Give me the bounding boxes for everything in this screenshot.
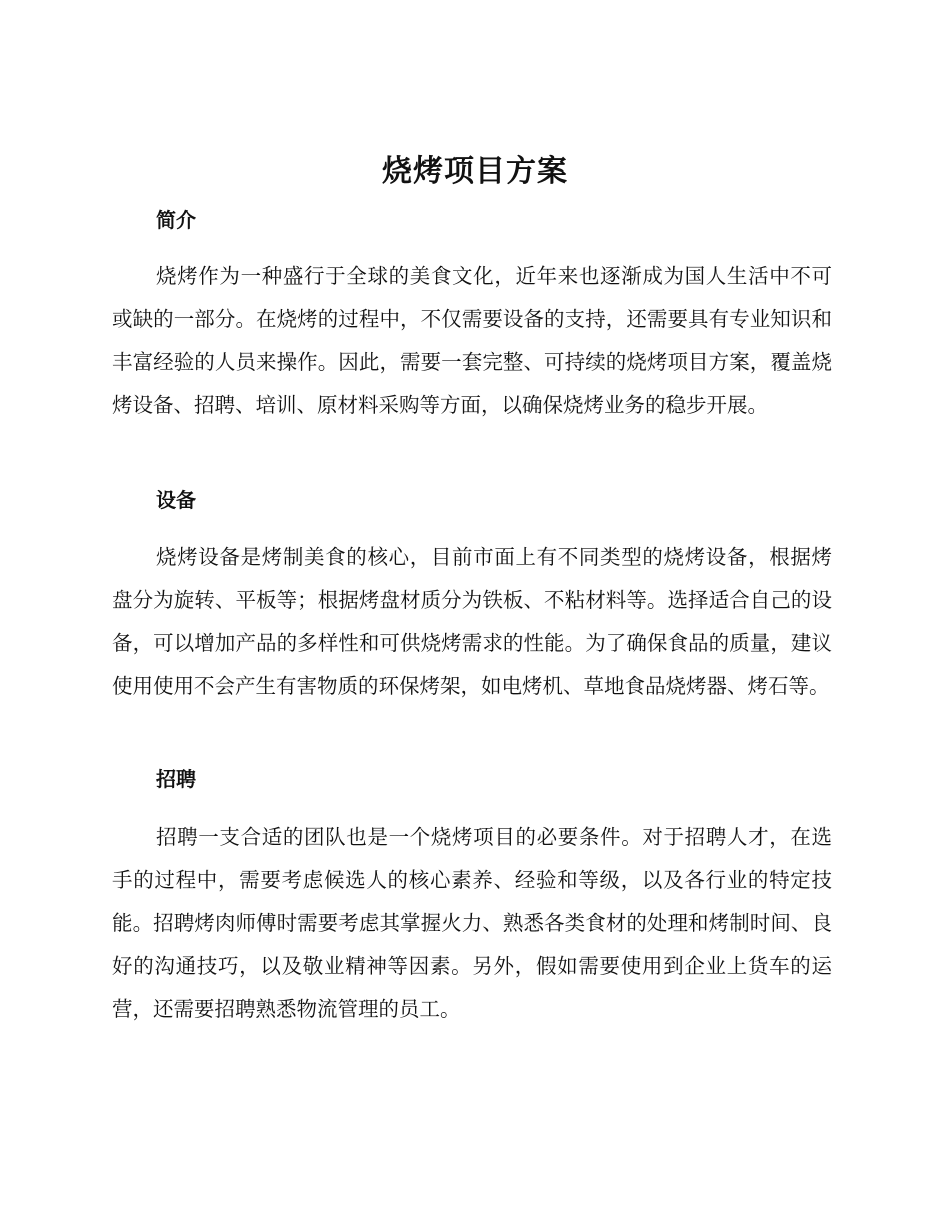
section-body-hiring: 招聘一支合适的团队也是一个烧烤项目的必要条件。对于招聘人才，在选手的过程中，需要考虑候选人的核心素养、经验和等级，以及各行业的特定技能。招聘烤肉师傅时需要考虑其掌握火力、熟悉各类食材的处理和烤制时间、良好的沟通技巧，以及敬业精神等因素。另外，假如需要使用到企业上货车的运营，还需要招聘熟悉物流管理的员工。 (112, 825, 832, 1021)
section-hiring (112, 764, 832, 1031)
section-body-intro: 烧烤作为一种盛行于全球的美食文化，近年来也逐渐成为国人生活中不可或缺的一部分。在烧烤的过程中，不仅需要设备的支持，还需要具有专业知识和丰富经验的人员来操作。因此，需要一套完整、可持续的烧烤项目方案，覆盖烧烤设备、招聘、培训、原材料采购等方面，以确保烧烤业务的稳步开展。 (112, 264, 832, 417)
document-title: 烧烤项目方案 (382, 154, 568, 189)
section-intro (112, 205, 832, 427)
section-heading-hiring: 招聘 (156, 767, 196, 791)
section-heading-intro: 简介 (156, 208, 196, 232)
section-heading-equipment: 设备 (156, 488, 196, 512)
section-body-equipment: 烧烤设备是烤制美食的核心，目前市面上有不同类型的烧烤设备，根据烤盘分为旋转、平板等；根据烤盘材质分为铁板、不粘材料等。选择适合自己的设备，可以增加产品的多样性和可供烧烤需求的性能。为了确保食品的质量，建议使用使用不会产生有害物质的环保烤架，如电烤机、草地食品烧烤器、烤石等。 (112, 545, 832, 698)
section-equipment (112, 485, 832, 708)
